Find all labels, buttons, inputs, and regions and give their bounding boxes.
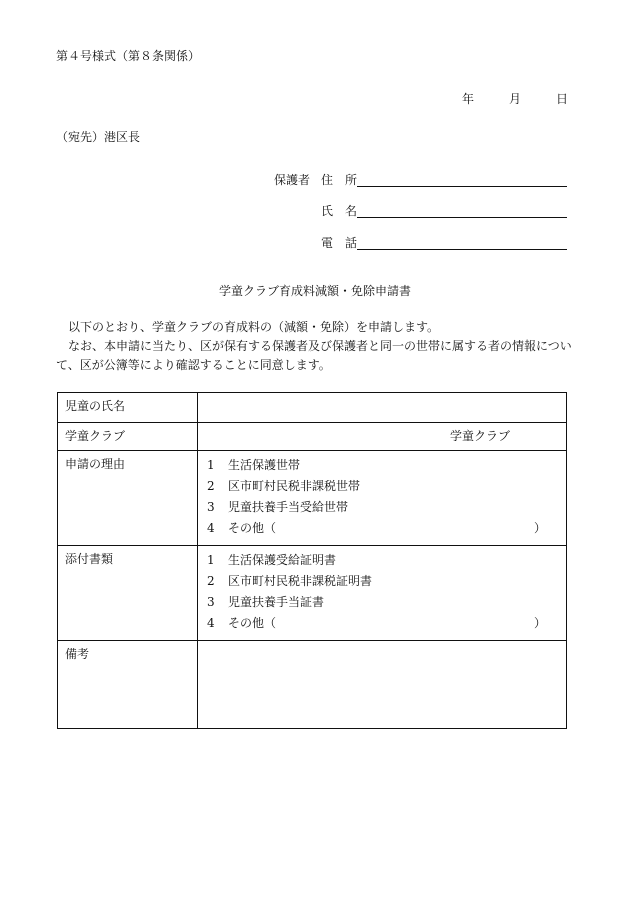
reason-option-4[interactable]: [207, 521, 566, 542]
remarks-label: 備考: [65, 647, 90, 661]
club-input[interactable]: [198, 423, 567, 451]
option-number: 1: [207, 458, 215, 472]
option-text: その他（: [228, 616, 277, 630]
address-field[interactable]: [357, 173, 567, 187]
remarks-row: [58, 641, 567, 729]
attachments-label-cell: [58, 546, 198, 641]
reason-option-2[interactable]: [207, 479, 566, 500]
application-table: [57, 392, 567, 729]
option-close-paren: ）: [533, 521, 546, 535]
form-number: 第４号様式（第８条関係）: [56, 49, 201, 63]
reason-option-1[interactable]: [207, 458, 566, 479]
date-year-label: 年: [462, 92, 475, 106]
option-text: 生活保護受給証明書: [228, 553, 337, 567]
option-text: 児童扶養手当受給世帯: [228, 500, 349, 514]
date-month-label: 月: [509, 92, 522, 106]
option-number: 1: [207, 553, 215, 567]
body-paragraph-1: 以下のとおり、学童クラブの育成料の（減額・免除）を申請します。: [68, 320, 440, 334]
remarks-label-cell: [58, 641, 198, 729]
option-number: 2: [207, 479, 215, 493]
option-text: 区市町村民税非課税世帯: [228, 479, 361, 493]
child-name-label: 児童の氏名: [65, 399, 126, 413]
option-text: 生活保護世帯: [228, 458, 301, 472]
option-text: 児童扶養手当証書: [228, 595, 325, 609]
date-day-label: 日: [556, 92, 569, 106]
club-label-cell: [58, 423, 198, 451]
option-number: 2: [207, 574, 215, 588]
attachment-option-3[interactable]: [207, 595, 566, 616]
name-field[interactable]: [357, 204, 567, 218]
body-paragraph-2: なお、本申請に当たり、区が保有する保護者及び保護者と同一の世帯に属する者の情報について、区が公簿等により確認することに同意します。: [56, 339, 572, 372]
document-title: 学童クラブ育成料減額・免除申請書: [218, 284, 411, 298]
reason-option-3[interactable]: [207, 500, 566, 521]
option-number: 4: [207, 616, 215, 630]
addressee: （宛先）港区長: [56, 130, 141, 144]
remarks-input[interactable]: [198, 641, 567, 729]
attachments-options-cell: [198, 546, 567, 641]
option-number: 4: [207, 521, 215, 535]
child-name-input[interactable]: [198, 393, 567, 423]
attachment-option-2[interactable]: [207, 574, 566, 595]
reason-options-cell: [198, 451, 567, 546]
club-row: [58, 423, 567, 451]
option-number: 3: [207, 595, 215, 609]
reason-row: [58, 451, 567, 546]
option-close-paren: ）: [533, 616, 546, 630]
reason-label: 申請の理由: [65, 457, 126, 471]
guardian-label: 保護者: [274, 173, 311, 187]
phone-label: 電 話: [321, 236, 358, 250]
option-text: 区市町村民税非課税証明書: [228, 574, 373, 588]
attachment-option-4[interactable]: [207, 616, 566, 637]
attachments-options: [198, 546, 566, 637]
attachments-label: 添付書類: [65, 552, 114, 566]
attachments-row: [58, 546, 567, 641]
reason-label-cell: [58, 451, 198, 546]
address-label: 住 所: [321, 173, 358, 187]
phone-field[interactable]: [357, 236, 567, 250]
name-label: 氏 名: [321, 204, 358, 218]
child-name-label-cell: [58, 393, 198, 423]
reason-options: [198, 451, 566, 542]
option-number: 3: [207, 500, 215, 514]
club-label: 学童クラブ: [65, 429, 126, 443]
club-suffix: 学童クラブ: [450, 429, 511, 443]
attachment-option-1[interactable]: [207, 553, 566, 574]
child-name-row: [58, 393, 567, 423]
option-text: その他（: [228, 521, 277, 535]
